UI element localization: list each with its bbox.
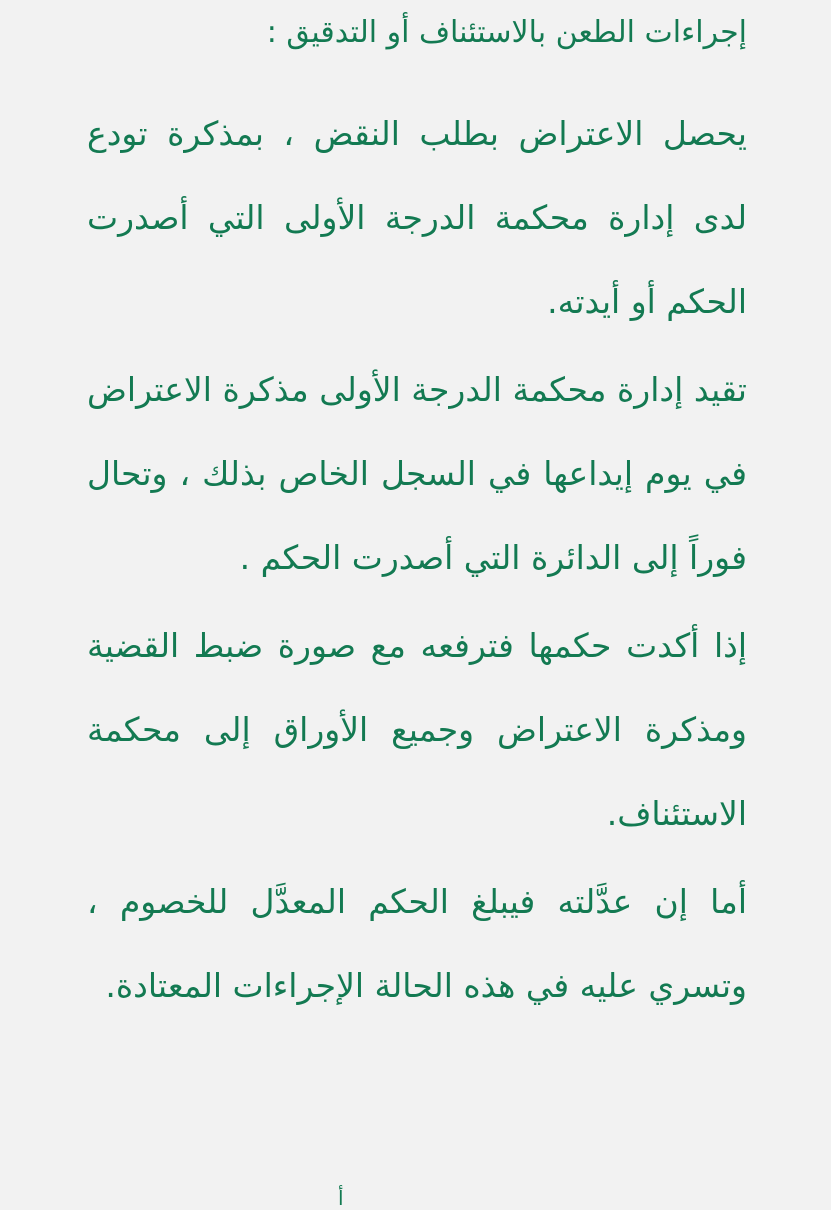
- paragraph-amendment: أما إن عدَّلته فيبلغ الحكم المعدَّل للخصوم ، وتسري عليه في هذه الحالة الإجراءات المعتادة.: [87, 882, 747, 1005]
- paragraph-objection-filing: يحصل الاعتراض بطلب النقض ، بمذكرة تودع لدى إدارة محكمة الدرجة الأولى التي أصدرت الحكم أو أيدته.: [87, 114, 747, 321]
- paragraph-confirmation: إذا أكدت حكمها فترفعه مع صورة ضبط القضية ومذكرة الاعتراض وجميع الأوراق إلى محكمة الاستئناف.: [87, 626, 747, 833]
- paragraph-registration: تقيد إدارة محكمة الدرجة الأولى مذكرة الاعتراض في يوم إيداعها في السجل الخاص بذلك ، وتحال فوراً إلى الدائرة التي أصدرت الحكم .: [87, 370, 747, 577]
- cut-off-text-fragment: أ: [338, 1186, 344, 1210]
- document-title: إجراءات الطعن بالاستئناف أو التدقيق :: [266, 15, 747, 50]
- document-body: [87, 0, 747, 1028]
